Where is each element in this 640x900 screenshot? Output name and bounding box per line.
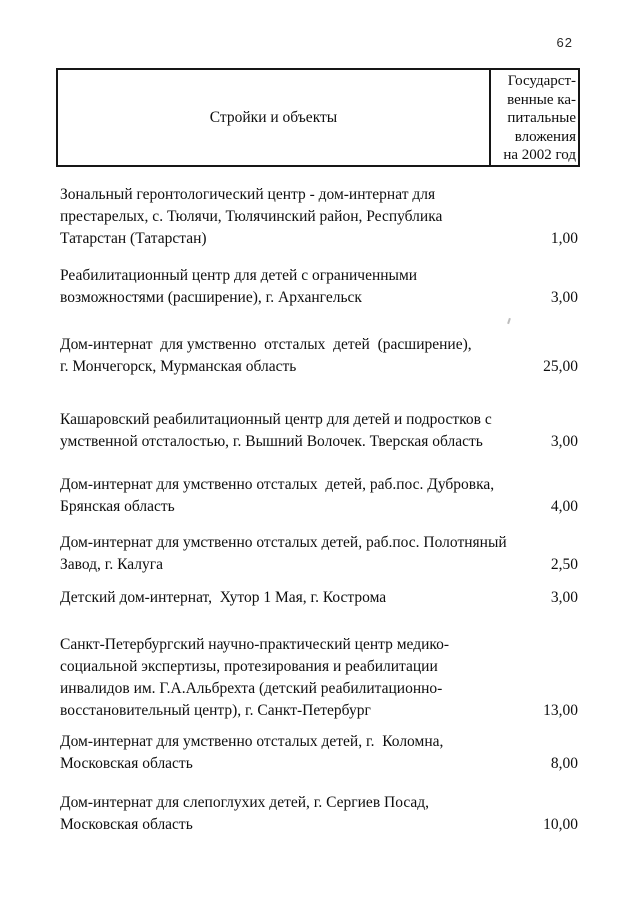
row-lines	[60, 265, 520, 309]
row-value: 10,00	[543, 816, 578, 833]
row-value: 8,00	[550, 755, 578, 772]
row-line: социальной экспертизы, протезирования и реабилитации	[60, 658, 438, 675]
table-row	[60, 532, 578, 576]
header-col-investments	[489, 70, 578, 165]
row-lines	[60, 334, 520, 378]
row-value: 3,00	[550, 289, 578, 306]
table-body	[60, 184, 578, 836]
header-col-investments-line: Государст-	[507, 73, 576, 89]
row-line: Детский дом-интернат, Хутор 1 Мая, г. Кострома	[60, 589, 387, 606]
header-col-objects-label: Стройки и объекты	[209, 108, 338, 126]
row-line: Реабилитационный центр для детей с ограниченными	[60, 267, 418, 284]
row-line: Дом-интернат для умственно отсталых детей, г. Коломна,	[60, 733, 444, 750]
row-value: 13,00	[543, 702, 578, 719]
row-lines	[60, 587, 520, 609]
row-line: Московская область	[60, 755, 193, 772]
table-row	[60, 265, 578, 309]
header-col-investments-line: вложения	[514, 128, 576, 145]
row-line: Зональный геронтологический центр - дом-интернат для	[60, 186, 436, 203]
header-col-investments-line: на 2002 год	[503, 147, 576, 164]
row-line: Дом-интернат для умственно отсталых детей (расширение),	[60, 336, 472, 353]
header-col-objects	[58, 70, 489, 165]
row-line: умственной отсталостью, г. Вышний Волочек. Тверская область	[60, 433, 483, 450]
row-line: Брянская область	[60, 498, 175, 515]
row-lines	[60, 474, 520, 518]
row-lines	[60, 532, 520, 576]
row-line: восстановительный центр), г. Санкт-Петербург	[60, 702, 371, 719]
row-value: 3,00	[550, 433, 578, 450]
row-line: г. Мончегорск, Мурманская область	[60, 358, 297, 375]
row-value: 3,00	[550, 589, 578, 606]
row-line: Санкт-Петербургский научно-практический центр медико-	[60, 636, 450, 653]
row-lines	[60, 184, 520, 250]
row-value: 25,00	[543, 358, 578, 375]
table-row	[60, 184, 578, 250]
row-line: Татарстан (Татарстан)	[60, 230, 207, 247]
row-line: престарелых, с. Тюлячи, Тюлячинский район, Республика	[60, 208, 443, 225]
table-row	[60, 474, 578, 518]
table-row	[60, 587, 578, 609]
row-line: Завод, г. Калуга	[60, 556, 164, 573]
page-number: 62	[556, 35, 573, 50]
row-lines	[60, 409, 520, 453]
row-lines	[60, 634, 520, 722]
table-row	[60, 334, 578, 378]
row-line: Кашаровский реабилитационный центр для детей и подростков с	[60, 411, 492, 428]
header-col-investments-line: венные ка-	[507, 91, 576, 108]
table-row	[60, 792, 578, 836]
table-row	[60, 731, 578, 775]
row-value: 1,00	[550, 230, 578, 247]
row-lines	[60, 792, 520, 836]
row-line: Московская область	[60, 816, 193, 833]
row-line: Дом-интернат для умственно отсталых детей, раб.пос. Дубровка,	[60, 476, 495, 493]
row-line: инвалидов им. Г.А.Альбрехта (детский реабилитационно-	[60, 680, 443, 697]
table-header	[56, 68, 580, 167]
table-row	[60, 409, 578, 453]
row-value: 4,00	[550, 498, 578, 515]
header-col-investments-line: питальные	[507, 110, 576, 127]
row-line: возможностями (расширение), г. Архангельск	[60, 289, 362, 306]
table-row	[60, 634, 578, 722]
row-value: 2,50	[550, 556, 578, 573]
row-line: Дом-интернат для слепоглухих детей, г. Сергиев Посад,	[60, 794, 430, 811]
row-line: Дом-интернат для умственно отсталых детей, раб.пос. Полотняный	[60, 534, 507, 551]
row-lines	[60, 731, 520, 775]
